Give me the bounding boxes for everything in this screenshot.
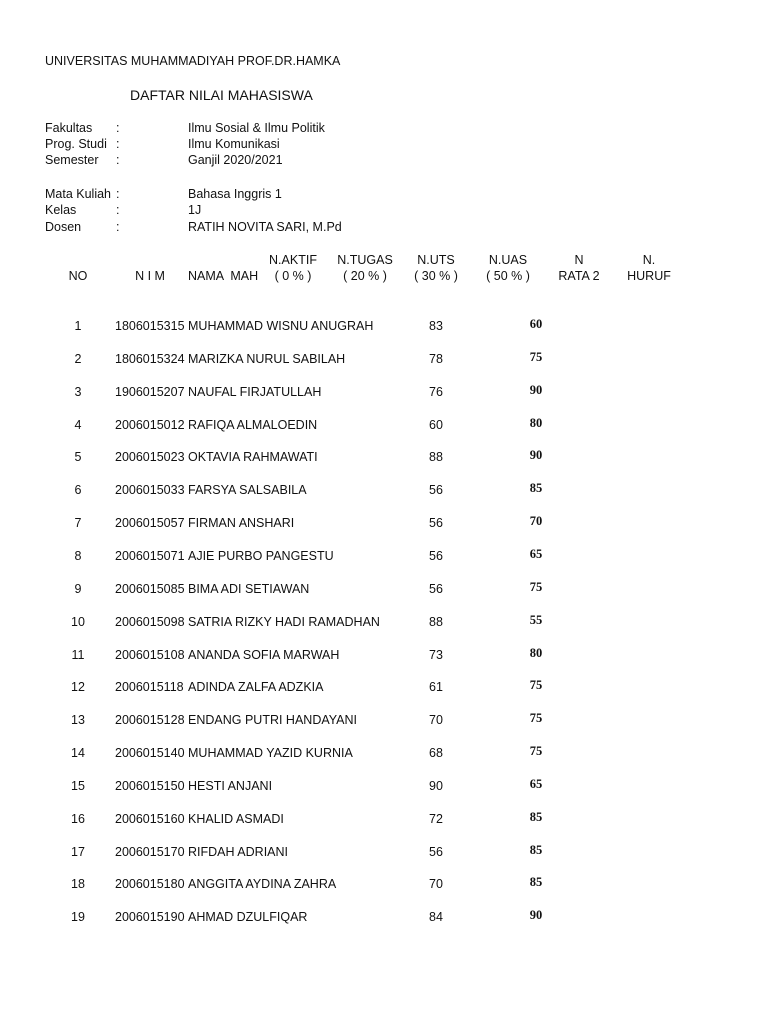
cell-no: 15 — [71, 778, 85, 793]
university-name: UNIVERSITAS MUHAMMADIYAH PROF.DR.HAMKA — [45, 54, 341, 68]
cell-uts: 83 — [429, 319, 443, 333]
info-label: Dosen — [45, 220, 82, 234]
cell-nim: 2006015098 — [115, 614, 185, 629]
cell-nama: NAUFAL FIRJATULLAH — [188, 384, 322, 399]
cell-nim: 2006015057 — [115, 516, 185, 531]
cell-uts: 88 — [429, 450, 443, 465]
col-header-rata: N — [574, 253, 584, 267]
col-header-nim: N I M — [135, 269, 165, 283]
cell-nama: AHMAD DZULFIQAR — [188, 910, 308, 925]
cell-no: 7 — [74, 516, 82, 531]
col-header-no: NO — [68, 269, 88, 283]
cell-nama: ANANDA SOFIA MARWAH — [188, 647, 340, 662]
info-separator: : — [116, 203, 120, 217]
cell-nama: HESTI ANJANI — [188, 778, 273, 793]
info-separator: : — [116, 187, 120, 201]
cell-uts: 70 — [429, 877, 443, 892]
cell-uts: 88 — [429, 614, 443, 629]
col-header-huruf: N. — [642, 253, 656, 267]
cell-uas: 75 — [529, 678, 543, 693]
document-title: DAFTAR NILAI MAHASISWA — [130, 87, 313, 103]
info-label: Kelas — [45, 203, 77, 217]
cell-uts: 78 — [429, 351, 443, 366]
cell-uts: 56 — [429, 581, 443, 596]
cell-uas: 70 — [529, 514, 543, 529]
cell-no: 6 — [74, 483, 82, 498]
cell-no: 18 — [71, 877, 85, 892]
cell-uas: 65 — [529, 776, 543, 791]
cell-nama: FIRMAN ANSHARI — [188, 516, 295, 531]
cell-nama: BIMA ADI SETIAWAN — [188, 581, 310, 596]
cell-nim: 2006015128 — [115, 713, 185, 728]
cell-no: 9 — [74, 581, 82, 596]
cell-uas: 55 — [529, 612, 543, 627]
cell-uas: 80 — [529, 415, 543, 430]
cell-no: 4 — [74, 417, 82, 432]
cell-nim: 2006015033 — [115, 483, 185, 498]
cell-no: 14 — [71, 746, 85, 761]
cell-uts: 90 — [429, 778, 443, 793]
cell-nim: 2006015140 — [115, 746, 185, 761]
cell-uts: 72 — [429, 811, 443, 826]
cell-uas: 75 — [529, 579, 543, 594]
cell-uas: 60 — [529, 317, 543, 331]
info-value: Ganjil 2020/2021 — [188, 153, 283, 167]
cell-nim: 1906015207 — [115, 384, 185, 399]
info-separator: : — [116, 220, 120, 234]
col-header-aktif-weight: ( 0 % ) — [274, 269, 312, 283]
cell-nim: 2006015180 — [115, 877, 185, 892]
cell-uas: 90 — [529, 908, 543, 923]
cell-nama: MUHAMMAD YAZID KURNIA — [188, 746, 353, 761]
cell-no: 11 — [71, 647, 85, 662]
cell-uas: 85 — [529, 809, 543, 824]
cell-no: 16 — [71, 811, 85, 826]
cell-uts: 56 — [429, 516, 443, 531]
cell-nim: 2006015190 — [115, 910, 185, 925]
cell-uts: 76 — [429, 384, 443, 399]
info-value: Ilmu Komunikasi — [188, 137, 280, 151]
cell-no: 1 — [74, 319, 82, 333]
col-header-tugas: N.TUGAS — [337, 253, 393, 267]
cell-no: 17 — [71, 844, 85, 859]
cell-nama: MUHAMMAD WISNU ANUGRAH — [188, 319, 374, 333]
col-header-nama: NAMA MAH — [188, 269, 259, 283]
cell-no: 3 — [74, 384, 82, 399]
cell-uas: 75 — [529, 349, 543, 364]
cell-nim: 2006015118 — [115, 680, 184, 695]
cell-no: 12 — [71, 680, 85, 695]
cell-nim: 2006015085 — [115, 581, 185, 596]
info-label: Semester — [45, 153, 99, 167]
cell-nama: RAFIQA ALMALOEDIN — [188, 417, 318, 432]
col-header-uts: N.UTS — [417, 253, 455, 267]
info-label: Mata Kuliah — [45, 187, 112, 201]
cell-uts: 70 — [429, 713, 443, 728]
cell-nim: 2006015023 — [115, 450, 185, 465]
info-value: Bahasa Inggris 1 — [188, 187, 282, 201]
col-header-uas-weight: ( 50 % ) — [486, 269, 530, 283]
col-header-rata-label: RATA 2 — [558, 269, 600, 283]
cell-uas: 90 — [529, 448, 543, 463]
cell-uas: 75 — [529, 744, 543, 759]
info-label: Prog. Studi — [45, 137, 107, 151]
cell-uas: 85 — [529, 842, 543, 857]
cell-uas: 85 — [529, 481, 543, 496]
cell-nama: FARSYA SALSABILA — [188, 483, 307, 498]
cell-nama: SATRIA RIZKY HADI RAMADHAN — [188, 614, 380, 629]
cell-no: 19 — [71, 910, 85, 925]
cell-nim: 2006015012 — [115, 417, 185, 432]
cell-uts: 56 — [429, 483, 443, 498]
col-header-aktif: N.AKTIF — [269, 253, 317, 267]
cell-nama: RIFDAH ADRIANI — [188, 844, 289, 859]
info-separator: : — [116, 137, 120, 151]
info-separator: : — [116, 153, 120, 167]
cell-uts: 68 — [429, 746, 443, 761]
cell-uts: 61 — [429, 680, 443, 695]
cell-nama: MARIZKA NURUL SABILAH — [188, 351, 346, 366]
cell-uas: 80 — [529, 645, 543, 660]
cell-nama: ANGGITA AYDINA ZAHRA — [188, 877, 337, 892]
cell-nama: ADINDA ZALFA ADZKIA — [188, 680, 324, 695]
cell-nama: OKTAVIA RAHMAWATI — [188, 450, 318, 465]
cell-nim: 2006015071 — [115, 548, 185, 563]
cell-uts: 56 — [429, 548, 443, 563]
cell-no: 10 — [71, 614, 85, 629]
cell-nim: 2006015108 — [115, 647, 185, 662]
cell-nim: 1806015315 — [115, 319, 185, 333]
cell-nim: 2006015170 — [115, 844, 185, 859]
cell-no: 8 — [74, 548, 82, 563]
cell-uts: 60 — [429, 417, 443, 432]
info-value: Ilmu Sosial & Ilmu Politik — [188, 121, 325, 135]
info-value: 1J — [188, 203, 202, 217]
cell-uts: 84 — [429, 910, 443, 925]
info-value: RATIH NOVITA SARI, M.Pd — [188, 220, 342, 234]
cell-no: 13 — [71, 713, 85, 728]
col-header-uts-weight: ( 30 % ) — [414, 269, 458, 283]
cell-uas: 85 — [529, 875, 543, 890]
cell-nim: 2006015150 — [115, 778, 185, 793]
cell-uas: 65 — [529, 546, 543, 561]
cell-no: 2 — [74, 351, 82, 366]
cell-nim: 2006015160 — [115, 811, 185, 826]
cell-uts: 56 — [429, 844, 443, 859]
info-separator: : — [116, 121, 120, 135]
cell-uts: 73 — [429, 647, 443, 662]
cell-no: 5 — [74, 450, 82, 465]
cell-nama: AJIE PURBO PANGESTU — [188, 548, 334, 563]
col-header-tugas-weight: ( 20 % ) — [343, 269, 387, 283]
col-header-uas: N.UAS — [488, 253, 528, 267]
cell-nim: 1806015324 — [115, 351, 185, 366]
cell-nama: ENDANG PUTRI HANDAYANI — [188, 713, 358, 728]
cell-uas: 90 — [529, 382, 543, 397]
col-header-huruf-label: HURUF — [627, 269, 671, 283]
info-label: Fakultas — [45, 121, 93, 135]
cell-uas: 75 — [529, 711, 543, 726]
cell-nama: KHALID ASMADI — [188, 811, 284, 826]
